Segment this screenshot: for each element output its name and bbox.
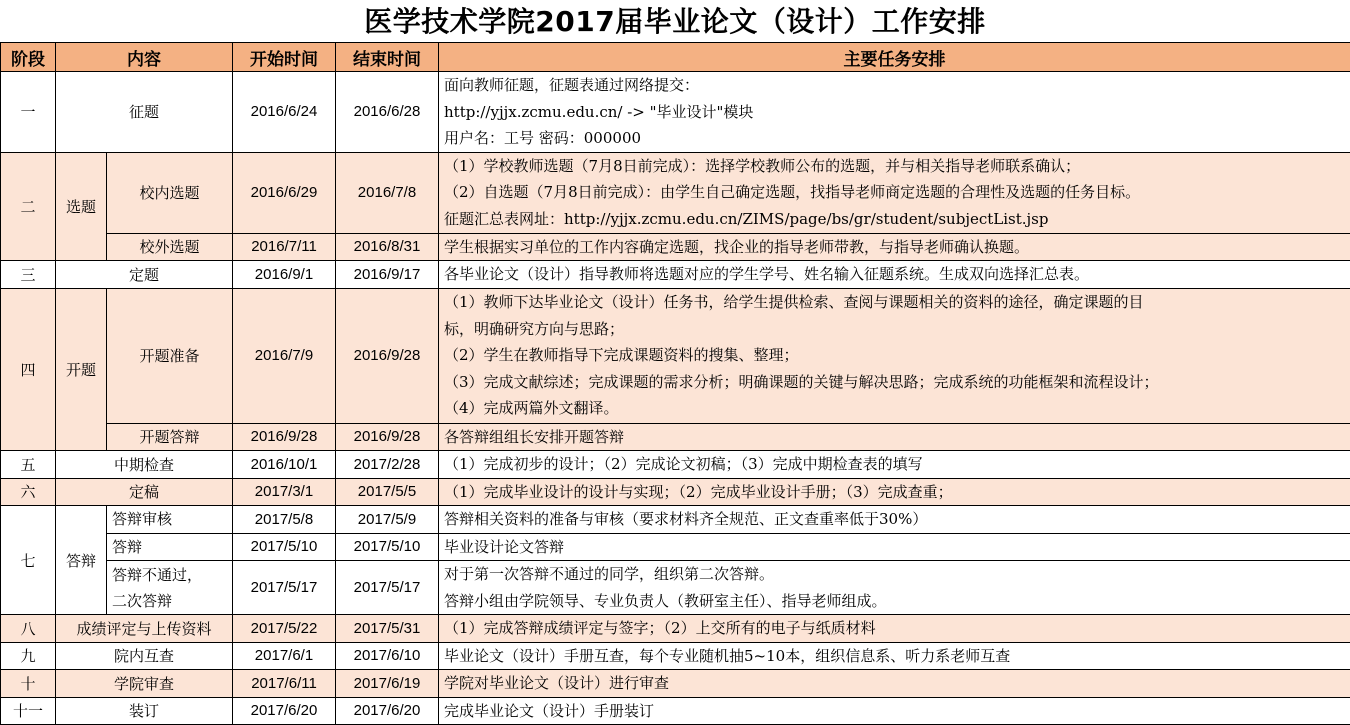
header-stage: 阶段 xyxy=(1,43,56,72)
schedule-table xyxy=(0,42,1350,725)
page-title: 医学技术学院2017届毕业论文（设计）工作安排 xyxy=(0,0,1350,42)
stage-cell: 十 xyxy=(1,670,56,698)
content-cell: 开题答辩 xyxy=(107,423,233,451)
header-row xyxy=(1,43,1350,72)
content-cell: 定题 xyxy=(56,261,233,289)
table-row xyxy=(1,506,1350,534)
tasks-cell: （1）完成毕业设计的设计与实现；（2）完成毕业设计手册；（3）完成查重； xyxy=(439,478,1350,506)
tasks-cell xyxy=(439,152,1350,233)
start-date-cell: 2017/5/22 xyxy=(233,615,336,643)
task-line: 答辩小组由学院领导、专业负责人（教研室主任）、指导老师组成。 xyxy=(444,588,1350,615)
tasks-cell: 各毕业论文（设计）指导教师将选题对应的学生学号、姓名输入征题系统。生成双向选择汇总表。 xyxy=(439,261,1350,289)
tasks-cell: （1）完成初步的设计；（2）完成论文初稿；（3）完成中期检查表的填写 xyxy=(439,451,1350,479)
table-row xyxy=(1,697,1350,725)
tasks-cell xyxy=(439,561,1350,615)
task-line: （3）完成文献综述；完成课题的需求分析；明确课题的关键与解决思路；完成系统的功能框架和流程设计； xyxy=(444,369,1350,396)
tasks-cell: 毕业设计论文答辩 xyxy=(439,533,1350,561)
tasks-cell: 学院对毕业论文（设计）进行审查 xyxy=(439,670,1350,698)
table-row xyxy=(1,670,1350,698)
task-line: （2）学生在教师指导下完成课题资料的搜集、整理； xyxy=(444,342,1350,369)
start-date-cell: 2017/6/20 xyxy=(233,697,336,725)
tasks-cell: （1）完成答辩成绩评定与签字；（2）上交所有的电子与纸质材料 xyxy=(439,615,1350,643)
end-date-cell: 2017/5/9 xyxy=(336,506,439,534)
end-date-cell: 2016/9/17 xyxy=(336,261,439,289)
content-cell: 校外选题 xyxy=(107,233,233,261)
end-date-cell: 2017/5/31 xyxy=(336,615,439,643)
group-cell: 答辩 xyxy=(56,506,107,615)
end-date-cell: 2017/5/5 xyxy=(336,478,439,506)
group-cell: 选题 xyxy=(56,152,107,261)
table-row xyxy=(1,423,1350,451)
tasks-cell: 完成毕业论文（设计）手册装订 xyxy=(439,697,1350,725)
tasks-cell: 答辩相关资料的准备与审核（要求材料齐全规范、正文查重率低于30%） xyxy=(439,506,1350,534)
content-cell: 答辩 xyxy=(107,533,233,561)
start-date-cell: 2017/5/8 xyxy=(233,506,336,534)
tasks-cell: 各答辩组组长安排开题答辩 xyxy=(439,423,1350,451)
stage-cell: 六 xyxy=(1,478,56,506)
header-start: 开始时间 xyxy=(233,43,336,72)
table-row xyxy=(1,615,1350,643)
header-content: 内容 xyxy=(56,43,233,72)
content-cell: 装订 xyxy=(56,697,233,725)
stage-cell: 四 xyxy=(1,288,56,451)
start-date-cell: 2016/9/1 xyxy=(233,261,336,289)
stage-cell: 九 xyxy=(1,642,56,670)
end-date-cell: 2016/8/31 xyxy=(336,233,439,261)
end-date-cell: 2017/5/17 xyxy=(336,561,439,615)
stage-cell: 二 xyxy=(1,152,56,261)
tasks-cell: 毕业论文（设计）手册互查，每个专业随机抽5~10本，组织信息系、听力系老师互查 xyxy=(439,642,1350,670)
stage-cell: 一 xyxy=(1,72,56,153)
task-line: 征题汇总表网址：http://yjjx.zcmu.edu.cn/ZIMS/page/bs/gr/student/subjectList.jsp xyxy=(444,206,1350,233)
end-date-cell: 2016/9/28 xyxy=(336,288,439,423)
end-date-cell: 2017/2/28 xyxy=(336,451,439,479)
start-date-cell: 2016/7/11 xyxy=(233,233,336,261)
content-cell: 答辩审核 xyxy=(107,506,233,534)
content-cell: 定稿 xyxy=(56,478,233,506)
task-line: http://yjjx.zcmu.edu.cn/ -> "毕业设计"模块 xyxy=(444,99,1350,126)
table-row xyxy=(1,233,1350,261)
start-date-cell: 2016/6/29 xyxy=(233,152,336,233)
stage-cell: 三 xyxy=(1,261,56,289)
task-line: （1）教师下达毕业论文（设计）任务书，给学生提供检索、查阅与课题相关的资料的途径，确定课题的目 xyxy=(444,289,1350,316)
start-date-cell: 2016/10/1 xyxy=(233,451,336,479)
table-row xyxy=(1,561,1350,615)
content-cell: 院内互查 xyxy=(56,642,233,670)
table-row xyxy=(1,533,1350,561)
content-cell: 中期检查 xyxy=(56,451,233,479)
start-date-cell: 2017/6/1 xyxy=(233,642,336,670)
table-row xyxy=(1,261,1350,289)
start-date-cell: 2017/5/10 xyxy=(233,533,336,561)
end-date-cell: 2016/7/8 xyxy=(336,152,439,233)
group-cell: 开题 xyxy=(56,288,107,451)
header-tasks: 主要任务安排 xyxy=(439,43,1350,72)
end-date-cell: 2016/9/28 xyxy=(336,423,439,451)
table-row xyxy=(1,478,1350,506)
content-cell xyxy=(107,561,233,615)
stage-cell: 五 xyxy=(1,451,56,479)
stage-cell: 七 xyxy=(1,506,56,615)
tasks-cell: 学生根据实习单位的工作内容确定选题，找企业的指导老师带教，与指导老师确认换题。 xyxy=(439,233,1350,261)
stage-cell: 十一 xyxy=(1,697,56,725)
task-line: 面向教师征题，征题表通过网络提交： xyxy=(444,72,1350,99)
end-date-cell: 2017/6/20 xyxy=(336,697,439,725)
end-date-cell: 2017/6/19 xyxy=(336,670,439,698)
end-date-cell: 2017/5/10 xyxy=(336,533,439,561)
start-date-cell: 2017/3/1 xyxy=(233,478,336,506)
tasks-cell xyxy=(439,72,1350,153)
content-line: 答辩不通过， xyxy=(112,562,232,588)
table-row xyxy=(1,72,1350,153)
header-end: 结束时间 xyxy=(336,43,439,72)
content-cell: 成绩评定与上传资料 xyxy=(56,615,233,643)
start-date-cell: 2016/9/28 xyxy=(233,423,336,451)
task-line: （2）自选题（7月8日前完成）：由学生自己确定选题，找指导老师商定选题的合理性及选题的任务目标。 xyxy=(444,179,1350,206)
content-cell: 征题 xyxy=(56,72,233,153)
end-date-cell: 2017/6/10 xyxy=(336,642,439,670)
content-line: 二次答辩 xyxy=(112,588,232,614)
task-line: 标，明确研究方向与思路； xyxy=(444,316,1350,343)
task-line: （1）学校教师选题（7月8日前完成）：选择学校教师公布的选题，并与相关指导老师联系确认； xyxy=(444,153,1350,180)
table-row xyxy=(1,451,1350,479)
start-date-cell: 2016/6/24 xyxy=(233,72,336,153)
end-date-cell: 2016/6/28 xyxy=(336,72,439,153)
content-cell: 校内选题 xyxy=(107,152,233,233)
content-cell: 开题准备 xyxy=(107,288,233,423)
table-row xyxy=(1,642,1350,670)
task-line: （4）完成两篇外文翻译。 xyxy=(444,395,1350,422)
content-cell: 学院审查 xyxy=(56,670,233,698)
table-row xyxy=(1,288,1350,423)
table-row xyxy=(1,152,1350,233)
start-date-cell: 2016/7/9 xyxy=(233,288,336,423)
stage-cell: 八 xyxy=(1,615,56,643)
tasks-cell xyxy=(439,288,1350,423)
task-line: 用户名：工号 密码：000000 xyxy=(444,125,1350,152)
start-date-cell: 2017/5/17 xyxy=(233,561,336,615)
start-date-cell: 2017/6/11 xyxy=(233,670,336,698)
task-line: 对于第一次答辩不通过的同学，组织第二次答辩。 xyxy=(444,561,1350,588)
